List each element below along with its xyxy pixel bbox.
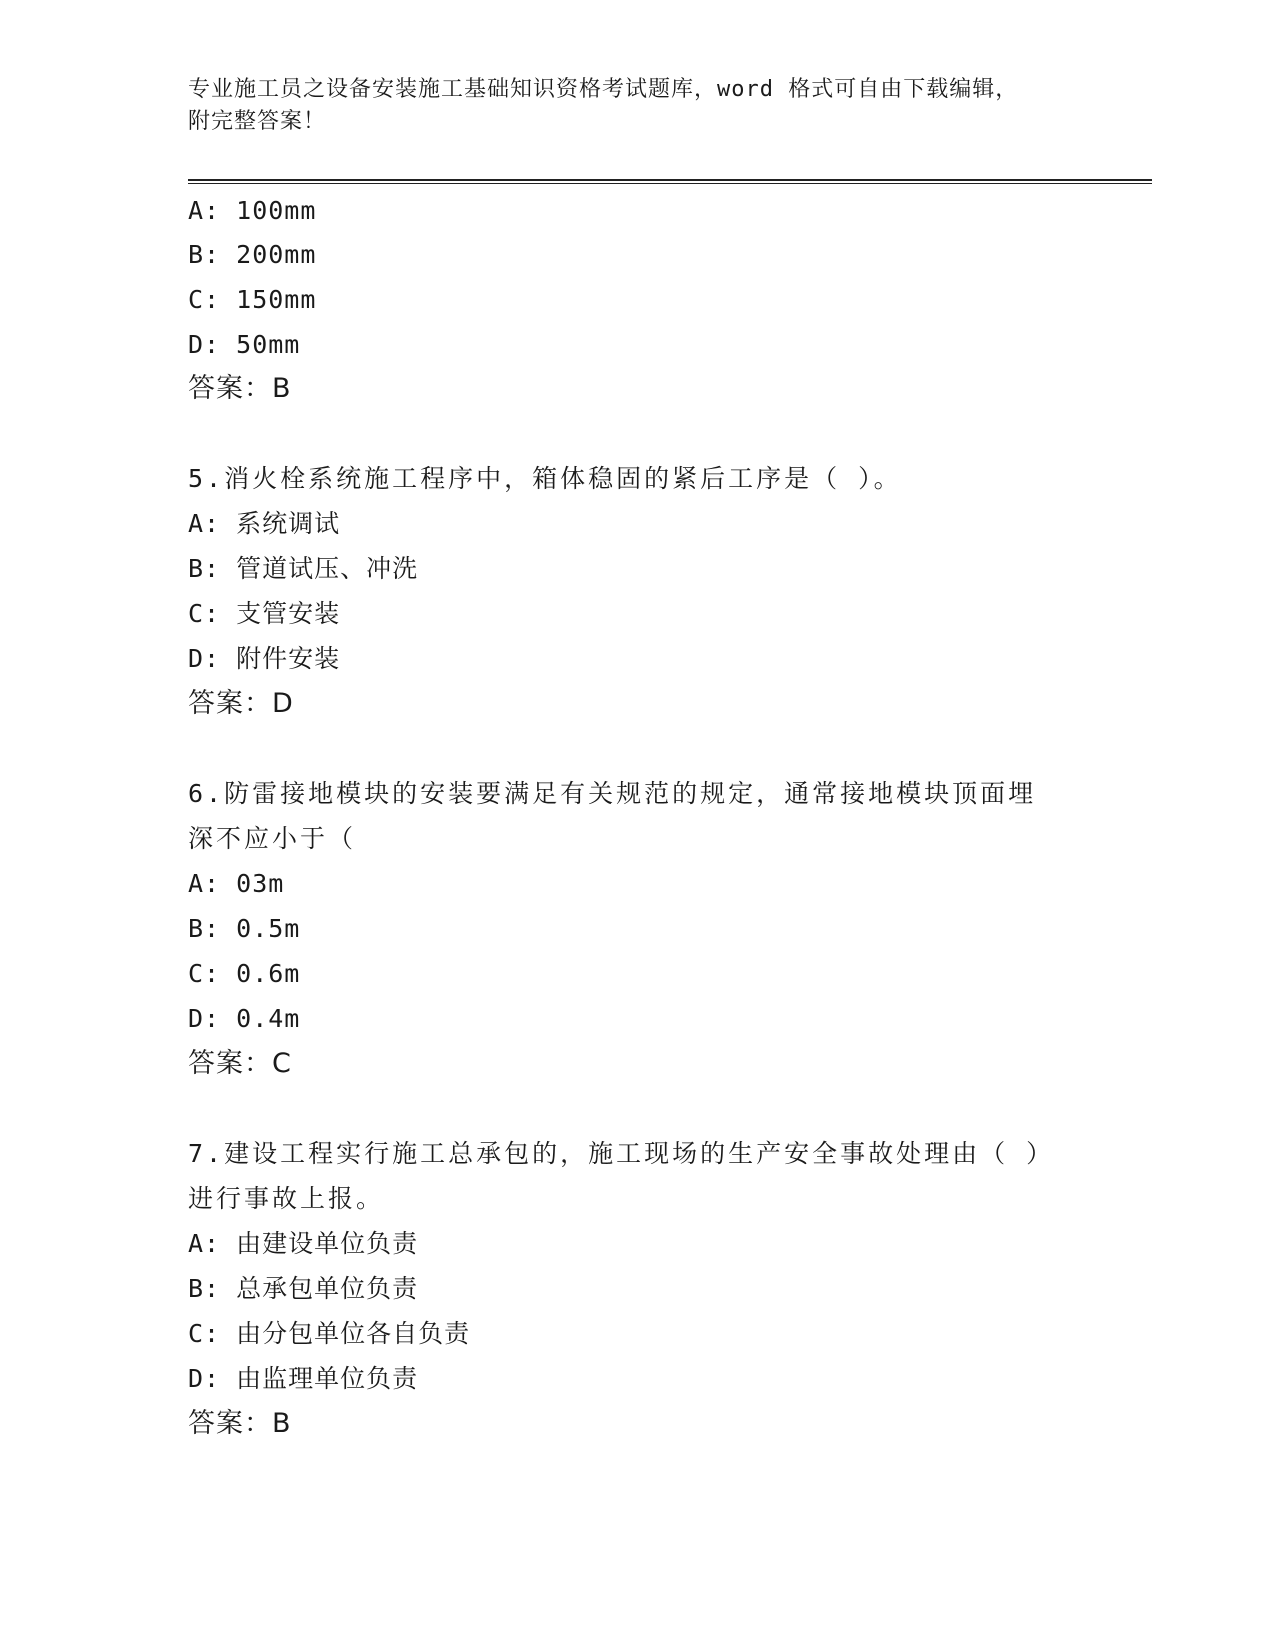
q7-option-b: B: 总承包单位负责 [188,1274,419,1303]
header-line-2: 附完整答案！ [188,109,327,134]
q7-question-line-2: 进行事故上报。 [188,1184,385,1213]
q5-option-c: C: 支管安装 [188,599,341,628]
q5-option-d: D: 附件安装 [188,644,341,673]
q6-answer: 答案：C [188,1048,292,1079]
header-divider [188,179,1152,181]
document-header [188,74,1068,138]
q4-option-a: A: 100mm [188,196,317,225]
q7-answer: 答案：B [188,1408,292,1439]
q4-option-c: C: 150mm [188,285,317,314]
q7-question-line-1: 7.建设工程实行施工总承包的，施工现场的生产安全事故处理由（ ） [188,1139,1055,1168]
q5-question: 5.消火栓系统施工程序中，箱体稳固的紧后工序是（ ）。 [188,464,902,493]
q6-option-d: D: 0.4m [188,1004,301,1033]
q7-option-c: C: 由分包单位各自负责 [188,1319,471,1348]
q6-option-b: B: 0.5m [188,914,301,943]
q6-option-c: C: 0.6m [188,959,301,988]
q4-answer: 答案：B [188,373,292,404]
header-line-1: 专业施工员之设备安装施工基础知识资格考试题库，word 格式可自由下载编辑， [188,77,1019,102]
q6-question-line-2: 深不应小于（ [188,824,357,853]
q7-option-a: A: 由建设单位负责 [188,1229,419,1258]
q5-option-a: A: 系统调试 [188,509,341,538]
q5-answer: 答案：D [188,688,294,719]
q6-option-a: A: 03m [188,869,285,898]
q6-question-line-1: 6.防雷接地模块的安装要满足有关规范的规定，通常接地模块顶面埋 [188,779,1037,808]
q4-option-b: B: 200mm [188,240,317,269]
q7-option-d: D: 由监理单位负责 [188,1364,419,1393]
header-divider-thin [188,183,1152,184]
q5-option-b: B: 管道试压、冲洗 [188,554,419,583]
q4-option-d: D: 50mm [188,330,301,359]
